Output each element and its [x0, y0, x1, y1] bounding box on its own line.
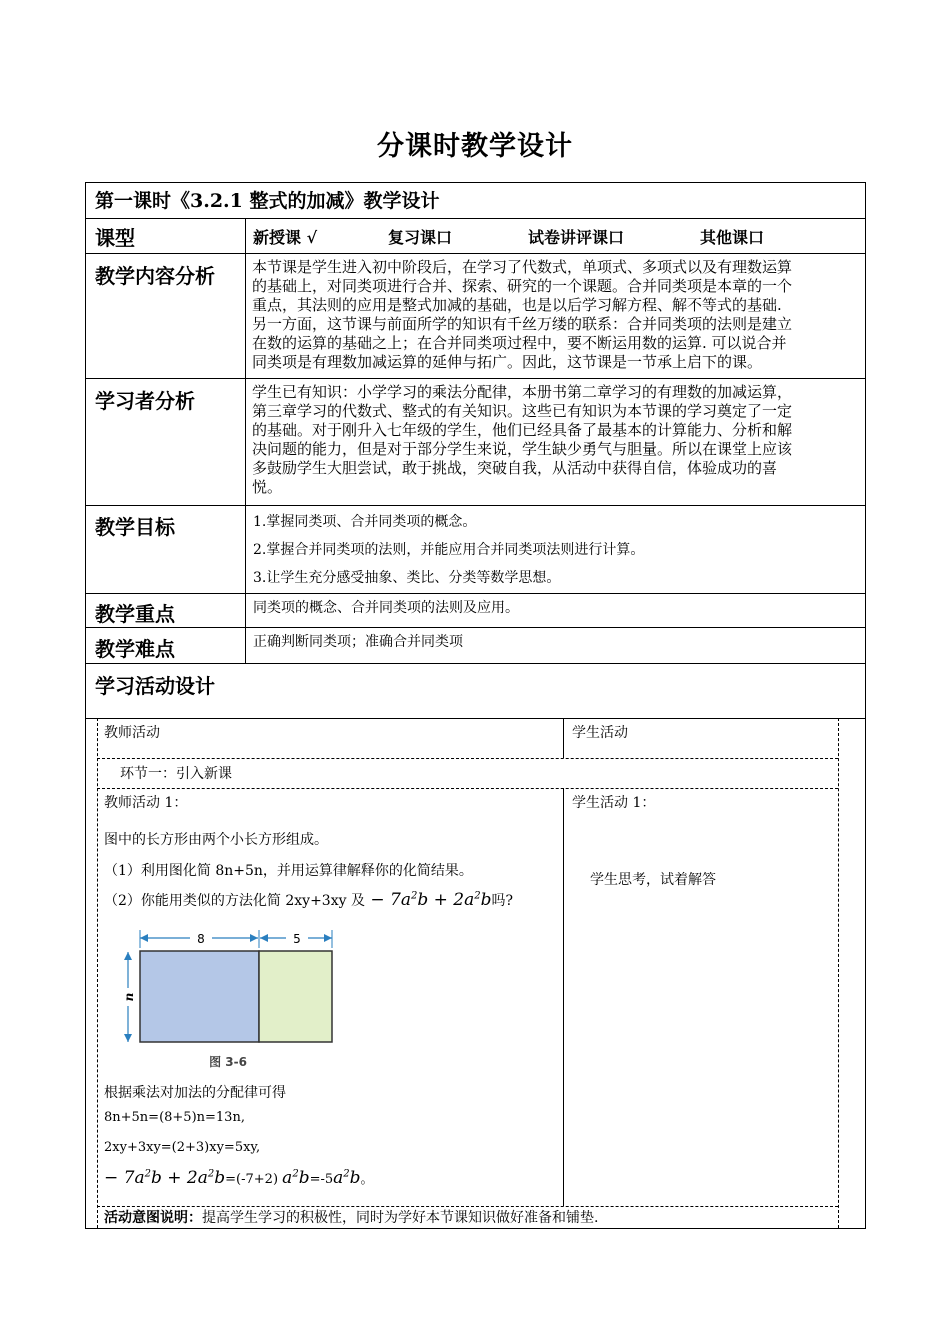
- derivation-intro: 根据乘法对加法的分配律可得: [104, 1085, 286, 1101]
- content-analysis-text: 本节课是学生进入初中阶段后，在学习了代数式，单项式、多项式以及有理数运算 的基础上，对同类项进行合并、探索、研究的一个课题。合并同类项是本章的一个 重点，其法则的应用是整式加减的基础，也是以后学习解方程、解不等式的基础. 另一方面，这节课与前面所学的知识有千丝万缕的联系：合并同类项的法则是建立 在数的运算的基础之上；在合并同类项过程中，要不断运用数的运算. 可以说合并 同类项是有理数加减运算的延伸与拓广。因此，这节课是一节承上启下的课。: [252, 258, 793, 371]
- teacher-header: 教师活动: [104, 725, 160, 741]
- difficulties-text: 正确判断同类项；准确合并同类项: [253, 634, 463, 650]
- objective-1: 1.掌握同类项、合并同类项的概念。: [253, 514, 477, 530]
- activity-intent: 活动意图说明：提高学生学习的积极性，同时为学好本节课知识做好准备和铺垫.: [104, 1210, 599, 1226]
- objective-3: 3.让学生充分感受抽象、类比、分类等数学思想。: [253, 570, 561, 586]
- derivation-2: 2xy+3xy=(2+3)xy=5xy,: [104, 1140, 261, 1155]
- teacher-line-2: （1）利用图化简 8n+5n，并用运算律解释你的化简结果。: [104, 863, 473, 879]
- derivation-1: 8n+5n=(8+5)n=13n,: [104, 1110, 245, 1125]
- course-type-review: 复习课口: [388, 228, 453, 247]
- learner-analysis-label: 学习者分析: [95, 389, 195, 413]
- student-activity-title: 学生活动 1：: [572, 795, 656, 811]
- course-type-label: 课型: [95, 226, 135, 250]
- teacher-line-3: （2）你能用类似的方法化简 2xy+3xy 及 − $7a^2b + 2a^2b$吗?: [104, 890, 514, 910]
- student-answer: 学生思考，试着解答: [590, 872, 716, 888]
- student-header: 学生活动: [572, 725, 628, 741]
- lesson-title: 第一课时《3.2.1 整式的加减》教学设计: [95, 190, 440, 212]
- figure-height-n: n: [122, 992, 136, 1002]
- figure-width-5: 5: [293, 932, 301, 946]
- content-analysis-label: 教学内容分析: [95, 264, 215, 288]
- objective-2: 2.掌握合并同类项的法则，并能应用合并同类项法则进行计算。: [253, 542, 645, 558]
- teacher-activity-title: 教师活动 1：: [104, 795, 188, 811]
- figure-width-8: 8: [197, 932, 205, 946]
- difficulties-label: 教学难点: [95, 637, 175, 661]
- activity-design-label: 学习活动设计: [95, 674, 215, 698]
- figure-caption: 图 3-6: [209, 1055, 247, 1069]
- objectives-label: 教学目标: [95, 515, 175, 539]
- course-type-exam: 试卷讲评课口: [528, 228, 625, 247]
- page-title: 分课时教学设计: [377, 131, 573, 162]
- derivation-3: − $7a^2b + 2a^2b=(-7+2)$ $a^2b=-5a^2b$。: [104, 1168, 374, 1188]
- teacher-line-1: 图中的长方形由两个小长方形组成。: [104, 832, 328, 848]
- key-points-text: 同类项的概念、合并同类项的法则及应用。: [253, 600, 519, 616]
- section-title: 环节一：引入新课: [120, 766, 232, 782]
- rectangle-figure: [118, 926, 348, 1076]
- course-type-other: 其他课口: [700, 228, 765, 247]
- learner-analysis-text: 学生已有知识：小学学习的乘法分配律，本册书第二章学习的有理数的加减运算， 第三章学习的代数式、整式的有关知识。这些已有知识为本节课的学习奠定了一定 的基础。对于刚升入七年级的学生，他们已经具备了最基本的计算能力、分析和解 决问题的能力，但是对于部分学生来说，学生缺少勇气与胆量。所以在课堂上应该 多鼓励学生大胆尝试，敢于挑战，突破自我，从活动中获得自信，体验成功的喜 悦。: [252, 383, 793, 496]
- course-type-new: 新授课 √: [253, 228, 318, 247]
- key-points-label: 教学重点: [95, 602, 175, 626]
